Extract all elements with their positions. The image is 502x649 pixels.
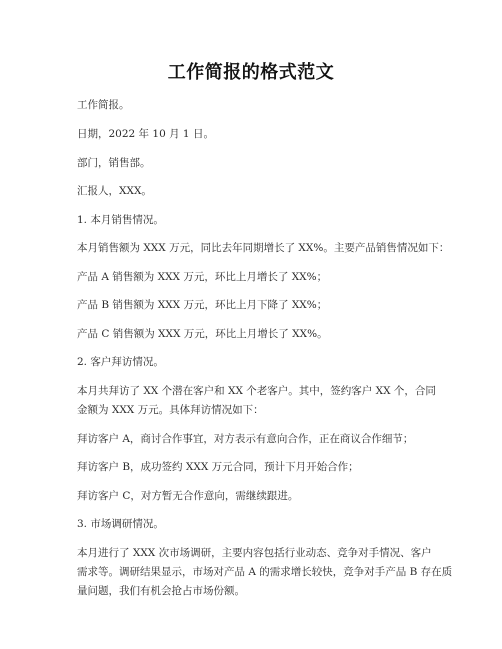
doc-paragraph-line: 产品 B 销售额为 XXX 万元，环比上月下降了 XX%； bbox=[77, 299, 328, 311]
doc-paragraph-line: 本月销售额为 XXX 万元，同比去年同期增长了 XX%。主要产品销售情况如下： bbox=[77, 242, 450, 254]
doc-paragraph-line: 量问题，我们有机会抢占市场份额。 bbox=[77, 585, 245, 597]
doc-line-date: 日期，2022 年 10 月 1 日。 bbox=[77, 128, 214, 140]
doc-paragraph-line: 拜访客户 A，商讨合作事宜，对方表示有意向合作，正在商议合作细节； bbox=[77, 433, 414, 445]
section-heading-visits: 2. 客户拜访情况。 bbox=[77, 356, 164, 368]
section-heading-research: 3. 市场调研情况。 bbox=[77, 518, 164, 530]
section-heading-sales: 1. 本月销售情况。 bbox=[77, 214, 164, 226]
doc-line-reporter: 汇报人，XXX。 bbox=[77, 185, 152, 197]
doc-paragraph-line: 本月进行了 XXX 次市场调研，主要内容包括行业动态、竞争对手情况、客户 bbox=[77, 547, 432, 559]
doc-paragraph-line: 金额为 XXX 万元。具体拜访情况如下： bbox=[77, 404, 264, 416]
doc-paragraph-line: 拜访客户 B，成功签约 XXX 万元合同，预计下月开始合作； bbox=[77, 461, 359, 473]
doc-paragraph-line: 本月共拜访了 XX 个潜在客户和 XX 个老客户。其中，签约客户 XX 个，合同 bbox=[77, 385, 436, 397]
doc-paragraph-line: 产品 A 销售额为 XXX 万元，环比上月增长了 XX%； bbox=[77, 271, 328, 283]
document-title: 工作简报的格式范文 bbox=[167, 62, 335, 83]
doc-paragraph-line: 拜访客户 C，对方暂无合作意向，需继续跟进。 bbox=[77, 490, 299, 502]
doc-line-heading: 工作简报。 bbox=[77, 99, 130, 111]
doc-line-department: 部门，销售部。 bbox=[77, 157, 151, 169]
doc-paragraph-line: 需求等。调研结果显示，市场对产品 A 的需求增长较快，竞争对手产品 B 存在质 bbox=[77, 566, 453, 578]
doc-paragraph-line: 产品 C 销售额为 XXX 万元，环比上月增长了 XX%。 bbox=[77, 328, 328, 340]
